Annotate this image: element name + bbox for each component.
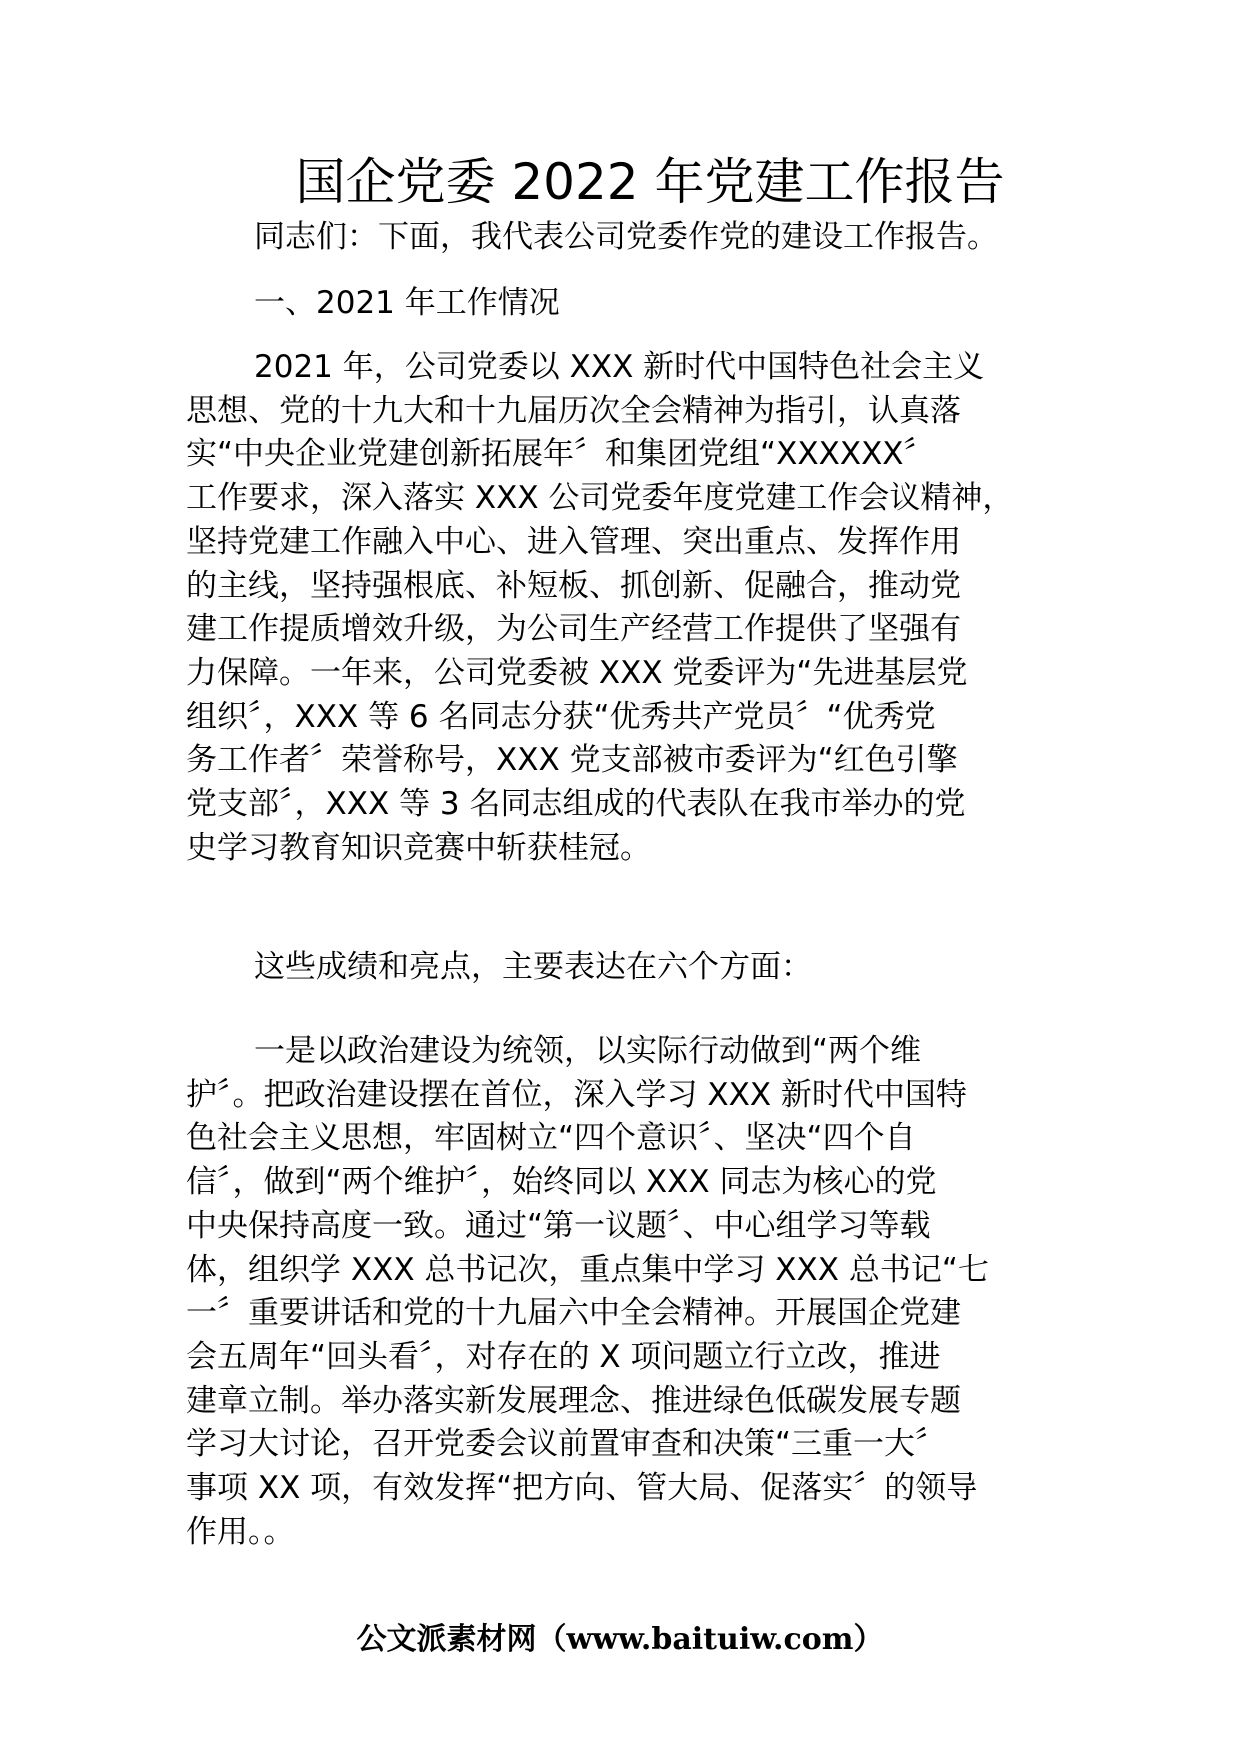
paragraph-line: 一〞重要讲话和党的十九届六中全会精神。开展国企党建	[186, 1295, 961, 1332]
paragraph-line: 的主线，坚持强根底、补短板、抓创新、促融合，推动党	[186, 567, 961, 604]
paragraph-line: 力保障。一年来，公司党委被 XXX 党委评为“先进基层党	[186, 654, 968, 691]
paragraph-political-construction	[186, 1030, 1066, 1554]
section-heading	[186, 282, 1066, 326]
paragraph-line: 信〞，做到“两个维护〞，始终同以 XXX 同志为核心的党	[186, 1164, 937, 1201]
paragraph-line: 会五周年“回头看〞，对存在的 X 项问题立行立改，推进	[186, 1338, 941, 1375]
summary-line: 这些成绩和亮点，主要表达在六个方面：	[254, 949, 812, 985]
document-title: 国企党委 2022 年党建工作报告	[295, 153, 1005, 211]
paragraph-line: 体，组织学 XXX 总书记次，重点集中学习 XXX 总书记“七	[186, 1251, 989, 1288]
paragraph-line: 实“中央企业党建创新拓展年〞和集团党组“XXXXXX〞	[186, 436, 935, 473]
paragraph-line: 色社会主义思想，牢固树立“四个意识〞、坚决“四个自	[186, 1120, 916, 1157]
paragraph-line: 坚持党建工作融入中心、进入管理、突出重点、发挥作用	[186, 523, 961, 560]
paragraph-line: 党支部〞，XXX 等 3 名同志组成的代表队在我市举办的党	[186, 786, 966, 823]
section-heading-text: 一、2021 年工作情况	[254, 285, 560, 321]
intro-paragraph	[186, 216, 1066, 260]
paragraph-line: 中央保持高度一致。通过“第一议题〞、中心组学习等载	[186, 1207, 931, 1244]
footer-watermark: 公文派素材网（www.baituiw.com）	[356, 1622, 884, 1657]
summary-paragraph	[186, 946, 1066, 990]
paragraph-line: 学习大讨论，召开党委会议前置审查和决策“三重一大〞	[186, 1426, 947, 1463]
paragraph-line: 组织〞，XXX 等 6 名同志分获“优秀共产党员〞“优秀党	[186, 698, 936, 735]
paragraph-line: 建工作提质增效升级，为公司生产经营工作提供了坚强有	[186, 611, 961, 648]
paragraph-line: 思想、党的十九大和十九届历次全会精神为指引，认真落	[186, 392, 961, 429]
paragraph-line: 史学习教育知识竞赛中斩获桂冠。	[186, 829, 651, 866]
intro-line: 同志们：下面，我代表公司党委作党的建设工作报告。	[254, 219, 998, 255]
paragraph-line: 一是以政治建设为统领，以实际行动做到“两个维	[254, 1033, 922, 1069]
paragraph-line: 2021 年，公司党委以 XXX 新时代中国特色社会主义	[254, 349, 985, 385]
paragraph-line: 事项 XX 项，有效发挥“把方向、管大局、促落实〞的领导	[186, 1470, 978, 1507]
paragraph-work-overview	[186, 346, 1066, 870]
paragraph-line: 作用。。	[186, 1513, 295, 1550]
paragraph-line: 务工作者〞荣誉称号，XXX 党支部被市委评为“红色引擎	[186, 742, 958, 779]
paragraph-line: 工作要求，深入落实 XXX 公司党委年度党建工作会议精神，	[186, 480, 1014, 517]
paragraph-line: 护〞。把政治建设摆在首位，深入学习 XXX 新时代中国特	[186, 1076, 967, 1113]
paragraph-line: 建章立制。举办落实新发展理念、推进绿色低碳发展专题	[186, 1382, 961, 1419]
